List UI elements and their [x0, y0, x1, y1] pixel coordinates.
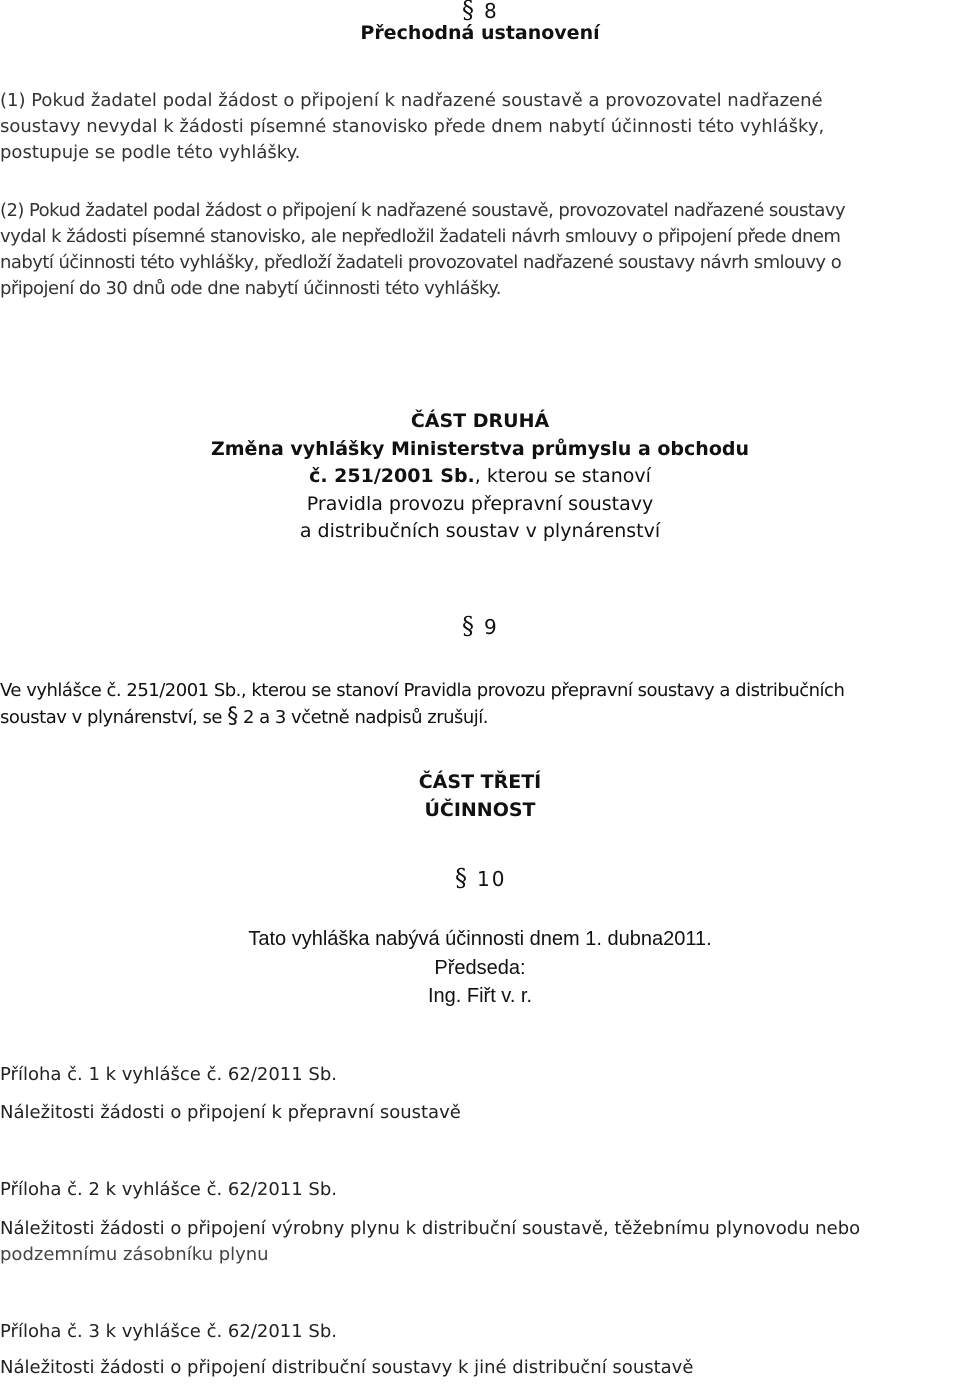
paragraph-line: postupuje se podle této vyhlášky.	[0, 142, 301, 163]
section-number: 8	[484, 0, 497, 23]
paragraph-line: Náležitosti žádosti o připojení výrobny plynu k distribuční soustavě, těžebnímu plynovodu nebo	[0, 1218, 861, 1239]
paragraph-line: podzemnímu zásobníku plynu	[0, 1244, 269, 1265]
part-2-title-line	[0, 465, 960, 487]
annex-title: Příloha č. 1 k vyhlášce č. 62/2011 Sb.	[0, 1064, 337, 1085]
paragraph-line: vydal k žádosti písemné stanovisko, ale nepředložil žadateli návrh smlouvy o připojení přede dnem	[0, 226, 841, 247]
part-3-subheading: ÚČINNOST	[424, 799, 536, 821]
paragraph-1	[0, 88, 958, 166]
signature-role: Předseda:	[434, 957, 526, 979]
annex-title: Příloha č. 2 k vyhlášce č. 62/2011 Sb.	[0, 1179, 337, 1200]
paragraph-line	[0, 704, 958, 730]
annex-title: Příloha č. 3 k vyhlášce č. 62/2011 Sb.	[0, 1321, 337, 1342]
annex-description: Náležitosti žádosti o připojení k přepravní soustavě	[0, 1102, 461, 1123]
section-mark: §	[227, 704, 238, 729]
paragraph-line: Ve vyhlášce č. 251/2001 Sb., kterou se stanoví Pravidla provozu přepravní soustavy a distribučních	[0, 680, 845, 701]
paragraph-9	[0, 678, 958, 730]
section-number: 10	[477, 867, 507, 891]
part-2-heading: ČÁST DRUHÁ	[410, 410, 550, 432]
section-9-heading	[462, 612, 497, 640]
signature-name: Ing. Fiřt v. r.	[427, 985, 533, 1007]
effective-date: Tato vyhláška nabývá účinnosti dnem 1. dubna2011.	[248, 928, 712, 950]
part-2-title-line: Změna vyhlášky Ministerstva průmyslu a obchodu	[210, 438, 750, 460]
annex-description: Náležitosti žádosti o připojení distribuční soustavy k jiné distribuční soustavě	[0, 1357, 694, 1378]
part-3-heading: ČÁST TŘETÍ	[418, 771, 542, 793]
part-2-title-line: a distribučních soustav v plynárenství	[299, 520, 661, 542]
section-8-title: Přechodná ustanovení	[360, 22, 600, 44]
paragraph-line: připojení do 30 dnů ode dne nabytí účinnosti této vyhlášky.	[0, 278, 501, 299]
paragraph-line: nabytí účinnosti této vyhlášky, předloží žadateli provozovatel nadřazené soustavy návrh smlouvy o	[0, 252, 842, 273]
section-mark: §	[462, 612, 474, 640]
paragraph-line: (1) Pokud žadatel podal žádost o připojení k nadřazené soustavě a provozovatel nadřazené	[0, 90, 823, 111]
section-10-heading	[455, 864, 506, 892]
paragraph-line: (2) Pokud žadatel podal žádost o připojení k nadřazené soustavě, provozovatel nadřazené soustavy	[0, 200, 846, 221]
text-part: 2 a 3 včetně nadpisů zrušují.	[237, 707, 489, 728]
annex-description	[0, 1216, 958, 1268]
section-8-heading	[462, 0, 497, 24]
paragraph-line: soustavy nevydal k žádosti písemné stanovisko přede dnem nabytí účinnosti této vyhlášky,	[0, 116, 825, 137]
decree-rest: , kterou se stanoví	[474, 465, 651, 487]
part-2-title-line: Pravidla provozu přepravní soustavy	[306, 493, 654, 515]
section-number: 9	[484, 615, 497, 639]
paragraph-2	[0, 198, 958, 302]
section-mark: §	[455, 864, 467, 892]
text-part: soustav v plynárenství, se	[0, 707, 228, 728]
decree-number: č. 251/2001 Sb.	[309, 465, 475, 487]
section-mark: §	[462, 0, 474, 24]
